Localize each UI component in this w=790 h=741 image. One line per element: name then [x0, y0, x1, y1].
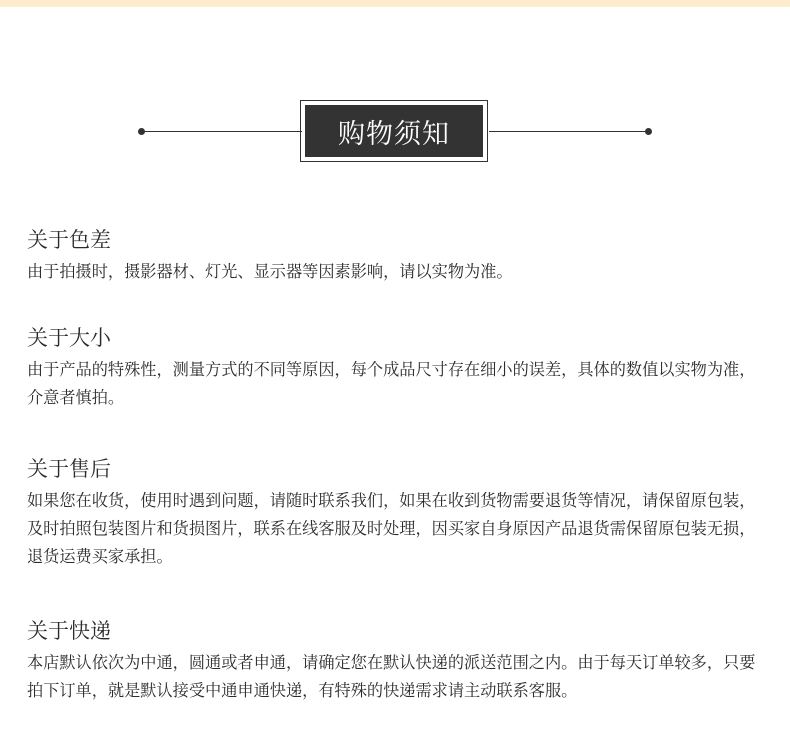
- title-rule-dot-right: [645, 128, 652, 135]
- section-body: 由于产品的特殊性，测量方式的不同等原因，每个成品尺寸存在细小的误差，具体的数值以实物为准，介意者慎拍。: [27, 360, 756, 407]
- section-after-sales: [27, 455, 767, 571]
- section-body: 本店默认依次为中通，圆通或者申通，请确定您在默认快递的派送范围之内。由于每天订单较多，只要拍下订单，就是默认接受中通申通快递，有特殊的快递需求请主动联系客服。: [27, 653, 756, 700]
- section-body: 如果您在收货，使用时遇到问题，请随时联系我们，如果在收到货物需要退货等情况，请保留原包装，及时拍照包装图片和货损图片，联系在线客服及时处理，因买家自身原因产品退货需保留原包装无损，退货运费买家承担。: [27, 491, 756, 566]
- page-title-frame: [300, 100, 488, 162]
- section-size: [27, 324, 767, 412]
- title-rule-right: [489, 131, 649, 132]
- page-title: 购物须知: [305, 105, 483, 157]
- section-heading: 关于售后: [27, 457, 111, 481]
- section-heading: 关于色差: [27, 228, 111, 252]
- section-color-difference: [27, 226, 767, 286]
- title-rule-dot-left: [138, 128, 145, 135]
- top-band: [0, 0, 790, 7]
- section-heading: 关于大小: [27, 326, 111, 350]
- section-body: 由于拍摄时，摄影器材、灯光、显示器等因素影响，请以实物为准。: [27, 262, 513, 281]
- section-heading: 关于快递: [27, 619, 111, 643]
- section-express-delivery: [27, 617, 767, 705]
- title-rule-left: [142, 131, 302, 132]
